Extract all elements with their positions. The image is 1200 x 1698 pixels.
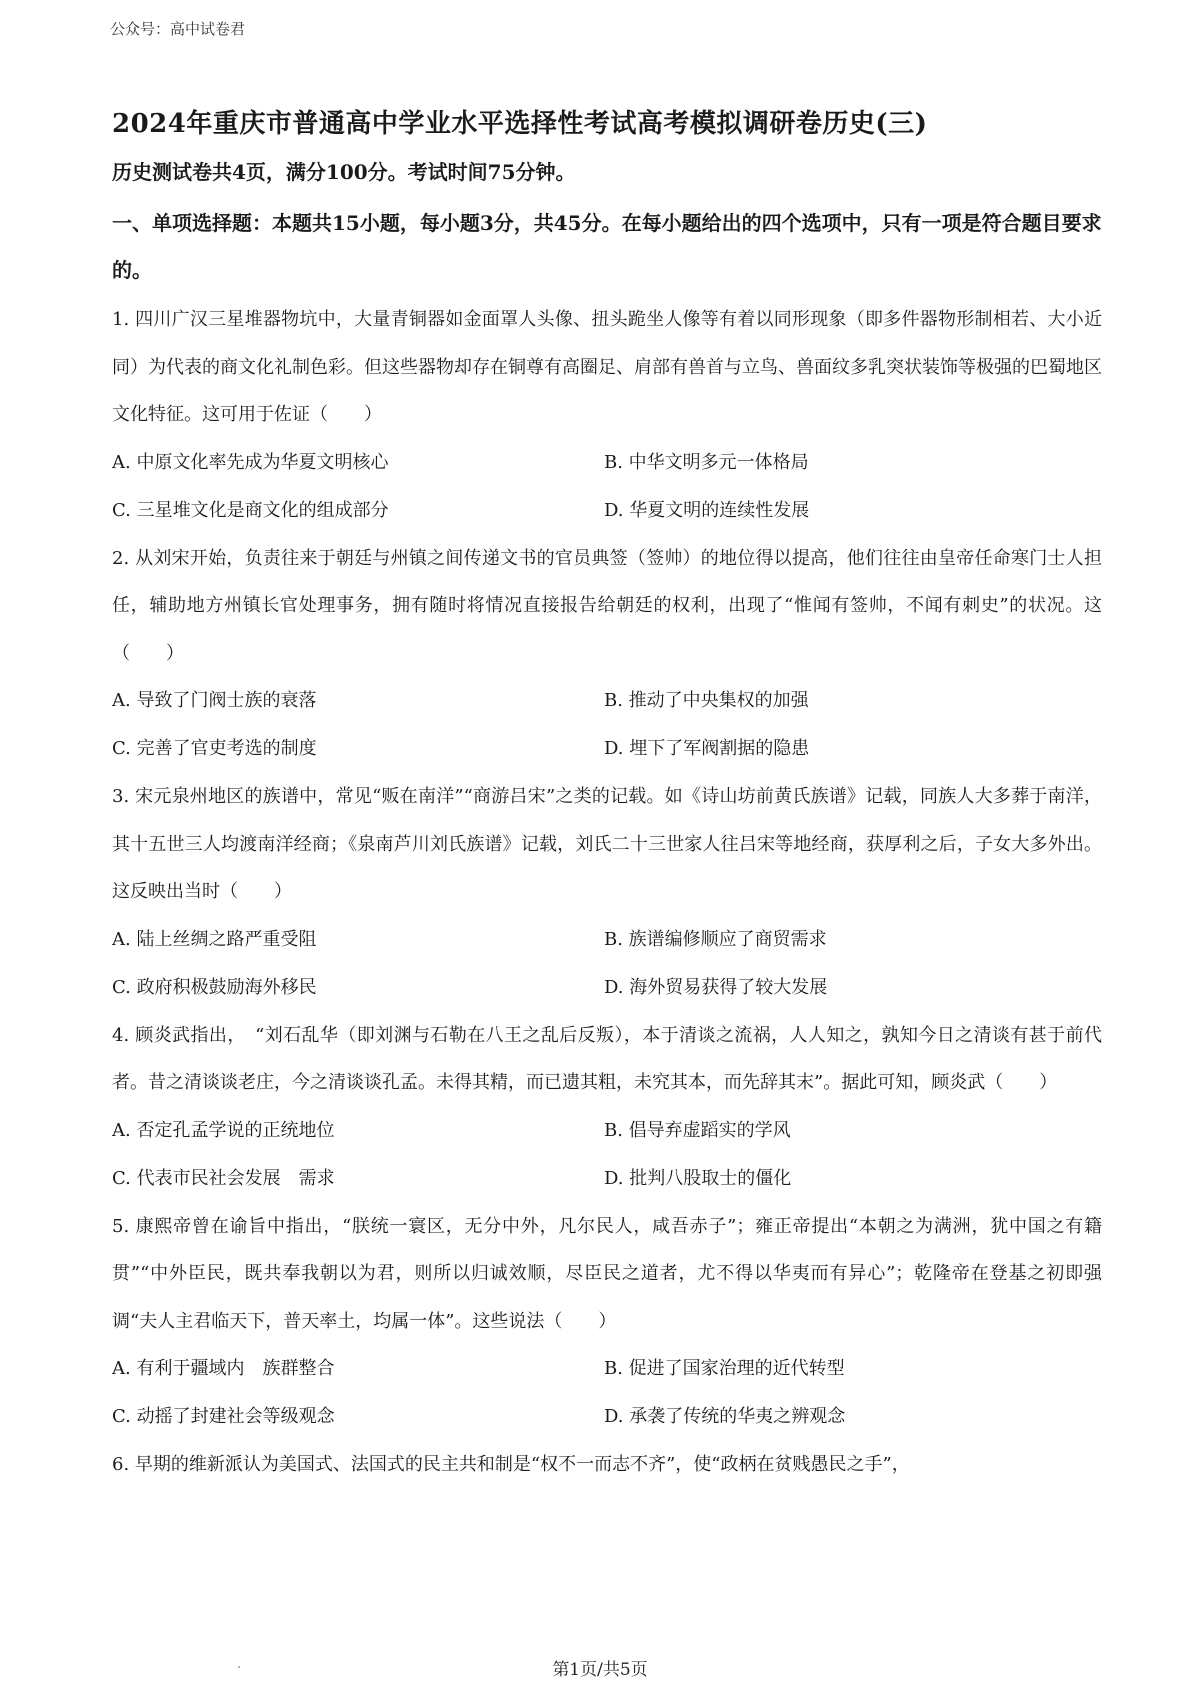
question-stem: 2. 从刘宋开始，负责往来于朝廷与州镇之间传递文书的官员典签（签帅）的地位得以提高，他们往往由皇帝任命寒门士人担任，辅助地方州镇长官处理事务，拥有随时将情况直接报告给朝廷的权利，出现了“惟闻有签帅，不闻有刺史”的状况。这（ ） [112, 547, 1102, 664]
question-stem: 1. 四川广汉三星堆器物坑中，大量青铜器如金面罩人头像、扭头跪坐人像等有着以同形现象（即多件器物形制相若、大小近同）为代表的商文化礼制色彩。但这些器物却存在铜尊有高圈足、肩部有兽首与立鸟、兽面纹多乳突状装饰等极强的巴蜀地区文化特征。这可用于佐证（ ） [112, 309, 1102, 425]
account-note: 公众号：高中试卷君 [110, 20, 246, 38]
option-d: D. 埋下了军阀割据的隐患 [604, 738, 810, 759]
option-a: A. 陆上丝绸之路严重受阻 [112, 928, 317, 950]
exam-meta: 历史测试卷共4页，满分100分。考试时间75分钟。 [112, 160, 576, 184]
question-2 [112, 535, 1102, 774]
question-1 [112, 296, 1102, 535]
options-grid [112, 1345, 1102, 1441]
question-6 [112, 1441, 1102, 1489]
options-grid [112, 439, 1102, 535]
option-a: A. 有利于疆域内 族群整合 [112, 1358, 335, 1379]
question-stem: 6. 早期的维新派认为美国式、法国式的民主共和制是“权不一而志不齐”，使“政柄在贫贱愚民之手”， [112, 1454, 910, 1475]
option-a: A. 导致了门阀士族的衰落 [112, 690, 317, 711]
option-b: B. 推动了中央集权的加强 [604, 690, 809, 711]
page-number: 第1页/共5页 [552, 1660, 648, 1680]
question-4 [112, 1012, 1102, 1203]
section-heading: 一、单项选择题：本题共15小题，每小题3分，共45分。在每小题给出的四个选项中，只有一项是符合题目要求的。 [112, 211, 1102, 282]
option-d: D. 承袭了传统的华夷之辨观念 [604, 1406, 846, 1427]
question-3 [112, 773, 1102, 1012]
option-b: B. 促进了国家治理的近代转型 [604, 1358, 845, 1379]
option-d: D. 批判八股取士的僵化 [604, 1167, 792, 1189]
question-stem: 5. 康熙帝曾在谕旨中指出，“朕统一寰区，无分中外，凡尔民人，咸吾赤子”；雍正帝提出“本朝之为满洲，犹中国之有籍贯”“中外臣民，既共奉我朝以为君，则所以归诚效顺，尽臣民之道者，尤不得以华夷而有异心”；乾隆帝在登基之初即强调“夫人主君临天下，普天率土，均属一体”。这些说法（ ） [112, 1215, 1102, 1332]
option-c: C. 完善了官吏考选的制度 [112, 738, 317, 759]
option-d: D. 华夏文明的连续性发展 [604, 499, 810, 521]
options-grid [112, 677, 1102, 773]
options-grid [112, 1107, 1102, 1203]
option-d: D. 海外贸易获得了较大发展 [604, 976, 828, 998]
question-5 [112, 1203, 1102, 1442]
option-b: B. 族谱编修顺应了商贸需求 [604, 928, 827, 950]
option-c: C. 三星堆文化是商文化的组成部分 [112, 499, 389, 521]
options-grid [112, 916, 1102, 1012]
option-b: B. 倡导弃虚蹈实的学风 [604, 1119, 791, 1141]
exam-title: 2024年重庆市普通高中学业水平选择性考试高考模拟调研卷历史(三) [112, 109, 928, 139]
question-stem: 4. 顾炎武指出， “刘石乱华（即刘渊与石勒在八王之乱后反叛），本于清谈之流祸，人人知之，孰知今日之清谈有甚于前代者。昔之清谈谈老庄，今之清谈谈孔孟。未得其精，而已遗其粗，未究其本，而先辞其末”。据此可知，顾炎武（ ） [112, 1024, 1102, 1093]
option-a: A. 中原文化率先成为华夏文明核心 [112, 451, 389, 473]
exam-content [112, 104, 1102, 1489]
option-c: C. 动摇了封建社会等级观念 [112, 1406, 335, 1427]
option-c: C. 政府积极鼓励海外移民 [112, 976, 317, 998]
option-a: A. 否定孔孟学说的正统地位 [112, 1119, 335, 1141]
option-b: B. 中华文明多元一体格局 [604, 451, 809, 473]
question-stem: 3. 宋元泉州地区的族谱中，常见“贩在南洋”“商游吕宋”之类的记载。如《诗山坊前黄氏族谱》记载，同族人大多葬于南洋，其十五世三人均渡南洋经商；《泉南芦川刘氏族谱》记载，刘氏二十三世家人往吕宋等地经商，获厚利之后，子女大多外出。这反映出当时（ ） [112, 786, 1102, 902]
option-c: C. 代表市民社会发展 需求 [112, 1167, 335, 1189]
